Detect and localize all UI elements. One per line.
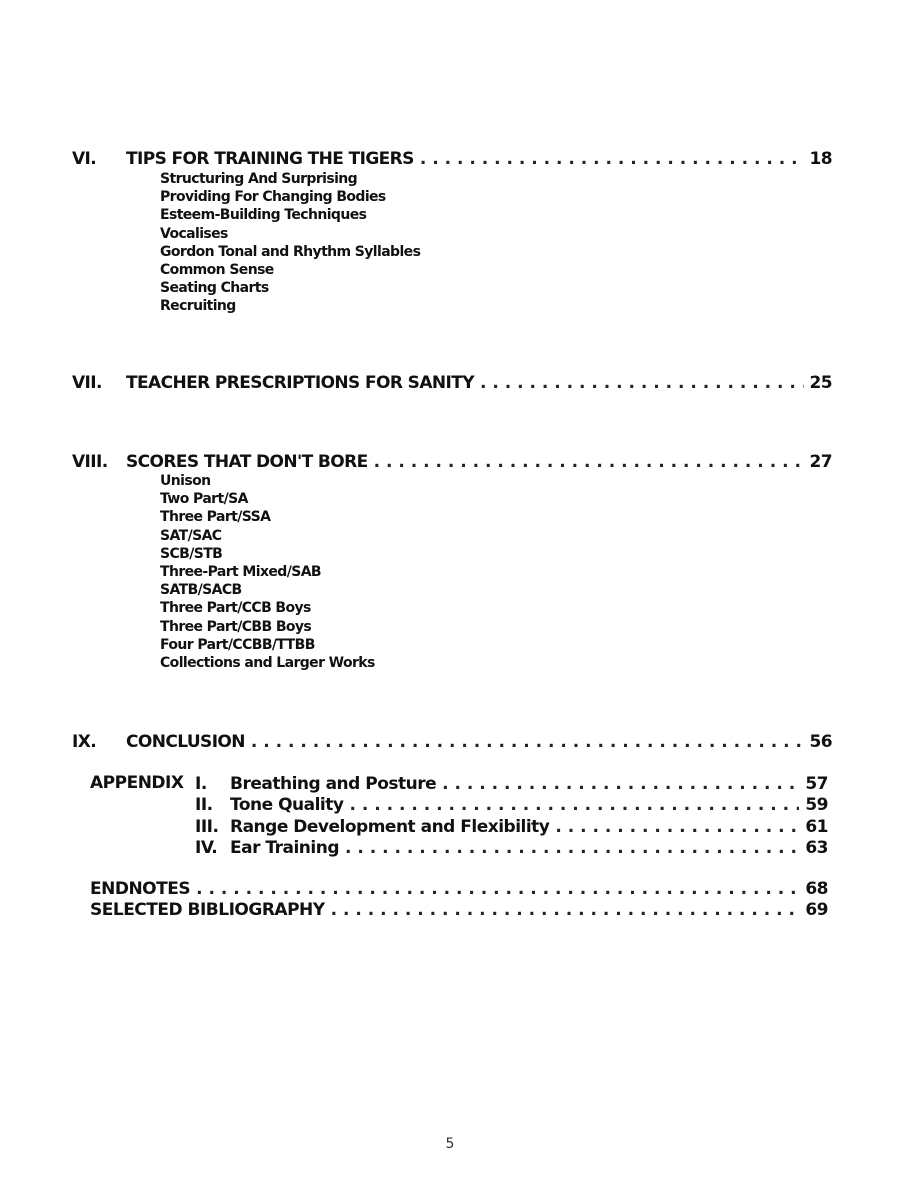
- appendix-number: III.: [195, 817, 219, 837]
- subitem-list-viii: [160, 472, 375, 672]
- appendix-title: Breathing and Posture: [230, 774, 437, 794]
- back-matter-title: SELECTED BIBLIOGRAPHY: [90, 900, 325, 920]
- appendix-label-text: APPENDIX: [90, 773, 184, 793]
- subitem: Structuring And Surprising: [160, 171, 358, 187]
- toc-entry-viii: [72, 452, 832, 472]
- subitem: Three Part/CCB Boys: [160, 600, 311, 617]
- dot-leader: [251, 732, 804, 752]
- section-number: VIII.: [72, 452, 108, 472]
- back-matter-title: ENDNOTES: [90, 879, 191, 899]
- section-title: SCORES THAT DON'T BORE: [126, 452, 368, 472]
- appendix-title: Tone Quality: [230, 795, 344, 815]
- appendix-title: Range Development and Flexibility: [230, 817, 550, 837]
- section-page: 56: [809, 732, 832, 752]
- subitem: Recruiting: [160, 298, 236, 315]
- dot-leader: [420, 149, 804, 169]
- dot-leader: [331, 900, 800, 920]
- section-number: VII.: [72, 373, 102, 393]
- subitem: Four Part/CCBB/TTBB: [160, 636, 315, 653]
- appendix-entry-iv: [195, 838, 828, 858]
- subitem: Two Part/SA: [160, 491, 248, 508]
- subitem: Collections and Larger Works: [160, 655, 375, 672]
- subitem: SCB/STB: [160, 545, 223, 562]
- dot-leader: [349, 795, 799, 815]
- section-page: 25: [809, 373, 832, 393]
- section-page: 18: [809, 149, 832, 169]
- toc-entry-vii: [72, 373, 832, 393]
- subitem-list-vi: [160, 170, 420, 316]
- subitem: Providing For Changing Bodies: [160, 189, 386, 206]
- subitem: Esteem-Building Techniques: [160, 207, 367, 224]
- subitem: Three Part/CBB Boys: [160, 618, 312, 635]
- appendix-entry-iii: [195, 817, 828, 837]
- toc-entry-bibliography: [90, 900, 828, 920]
- appendix-entry-i: [195, 774, 828, 794]
- subitem: Unison: [160, 473, 211, 489]
- dot-leader: [442, 774, 799, 794]
- appendix-page: 61: [805, 817, 828, 837]
- appendix-number: II.: [195, 795, 213, 815]
- toc-entry-ix: [72, 732, 832, 752]
- page-number: 5: [445, 1136, 455, 1152]
- subitem: SATB/SACB: [160, 582, 242, 599]
- dot-leader: [480, 373, 804, 393]
- section-page: 27: [809, 452, 832, 472]
- subitem: SAT/SAC: [160, 527, 222, 544]
- appendix-entry-ii: [195, 795, 828, 815]
- toc-entry-vi: [72, 149, 832, 169]
- back-matter-page: 68: [805, 879, 828, 899]
- section-title: TEACHER PRESCRIPTIONS FOR SANITY: [126, 373, 474, 393]
- appendix-label: [90, 773, 183, 793]
- appendix-title: Ear Training: [230, 838, 339, 858]
- toc-entry-endnotes: [90, 879, 828, 899]
- back-matter-page: 69: [805, 900, 828, 920]
- subitem: Three Part/SSA: [160, 509, 271, 526]
- subitem: Common Sense: [160, 262, 274, 279]
- section-number: VI.: [72, 149, 97, 169]
- dot-leader: [555, 817, 799, 837]
- dot-leader: [374, 452, 804, 472]
- subitem: Three-Part Mixed/SAB: [160, 564, 322, 581]
- appendix-page: 63: [805, 838, 828, 858]
- dot-leader: [345, 838, 799, 858]
- section-title: TIPS FOR TRAINING THE TIGERS: [126, 149, 414, 169]
- dot-leader: [196, 879, 799, 899]
- section-title: CONCLUSION: [126, 732, 245, 752]
- subitem: Gordon Tonal and Rhythm Syllables: [160, 243, 421, 260]
- section-number: IX.: [72, 732, 97, 752]
- appendix-number: IV.: [195, 838, 218, 858]
- appendix-page: 59: [805, 795, 828, 815]
- appendix-page: 57: [805, 774, 828, 794]
- subitem: Seating Charts: [160, 280, 269, 297]
- subitem: Vocalises: [160, 225, 228, 242]
- appendix-number: I.: [195, 774, 207, 794]
